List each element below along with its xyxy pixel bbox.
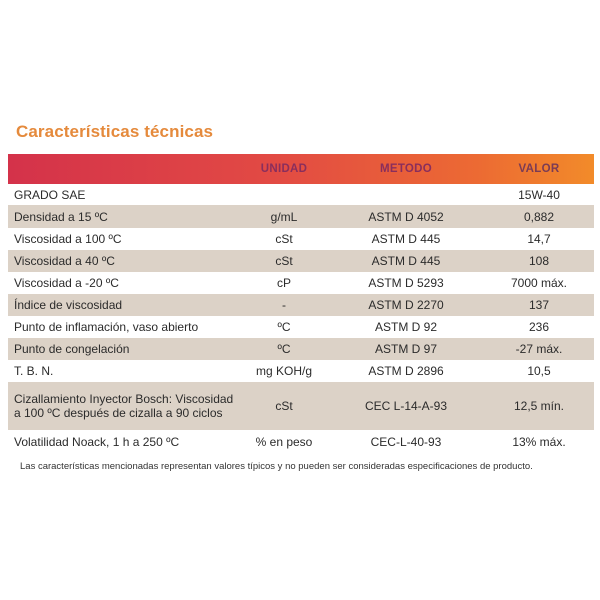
method-cell: CEC-L-40-93 (370, 435, 442, 449)
unit-cell: ºC (277, 320, 291, 334)
method-cell: ASTM D 92 (374, 320, 437, 334)
table-row (8, 360, 594, 382)
method-cell: ASTM D 5293 (368, 276, 444, 290)
table-row (8, 338, 594, 360)
property-cell: Punto de congelación (14, 342, 130, 356)
method-cell: ASTM D 445 (371, 254, 441, 268)
value-cell: 108 (528, 254, 550, 268)
footnote: Las características mencionadas representan valores típicos y no pueden ser consideradas especificaciones de producto. (20, 461, 533, 472)
unit-cell: cSt (275, 399, 293, 413)
value-cell: 10,5 (527, 364, 551, 378)
unit-cell: cP (276, 276, 291, 290)
property-cell: Punto de inflamación, vaso abierto (14, 320, 199, 334)
property-cell: Densidad a 15 ºC (14, 209, 108, 224)
unit-cell: % en peso (255, 435, 313, 449)
value-cell: 137 (528, 298, 550, 312)
table-row (8, 430, 594, 454)
header-value: VALOR (518, 163, 560, 175)
table-row (8, 294, 594, 316)
unit-cell: ºC (277, 342, 291, 356)
table-row (8, 228, 594, 250)
unit-cell: cSt (275, 232, 293, 246)
table-row (8, 184, 594, 205)
table-row (8, 382, 594, 430)
property-cell: T. B. N. (14, 364, 54, 378)
value-cell: 12,5 mín. (513, 399, 565, 413)
section-title: Características técnicas (16, 122, 214, 141)
value-cell: -27 máx. (515, 342, 563, 356)
method-cell: ASTM D 2270 (368, 298, 444, 312)
property-cell: Viscosidad a 100 ºC (14, 232, 122, 246)
method-cell: ASTM D 97 (374, 342, 437, 356)
method-cell: ASTM D 4052 (368, 209, 444, 224)
unit-cell: mg KOH/g (255, 364, 312, 378)
method-cell: CEC L-14-A-93 (364, 399, 448, 413)
property-cell: Viscosidad a 40 ºC (14, 254, 115, 268)
table-row (8, 205, 594, 228)
property-cell: Volatilidad Noack, 1 h a 250 ºC (14, 435, 180, 449)
table-row (8, 250, 594, 272)
header-method: METODO (379, 163, 433, 175)
value-cell: 14,7 (527, 232, 551, 246)
property-cell: Índice de viscosidad (14, 298, 123, 312)
table-row (8, 316, 594, 338)
table-header-row (8, 154, 594, 184)
value-cell: 7000 máx. (510, 276, 568, 290)
unit-cell: - (282, 298, 286, 312)
unit-cell: g/mL (270, 209, 298, 224)
unit-cell: cSt (275, 254, 293, 268)
table-row (8, 272, 594, 294)
value-cell: 0,882 (523, 209, 555, 224)
property-cell: GRADO SAE (14, 187, 86, 202)
value-cell: 236 (528, 320, 550, 334)
value-cell: 15W-40 (518, 187, 560, 202)
value-cell: 13% máx. (512, 435, 566, 449)
method-cell: ASTM D 2896 (368, 364, 444, 378)
method-cell: ASTM D 445 (371, 232, 441, 246)
header-unit: UNIDAD (260, 163, 308, 175)
property-cell: Cizallamiento Inyector Bosch: Viscosidad a 100 ºC después de cizalla a 90 ciclos (14, 392, 234, 420)
property-cell: Viscosidad a -20 ºC (14, 276, 119, 290)
specs-table (8, 154, 594, 454)
